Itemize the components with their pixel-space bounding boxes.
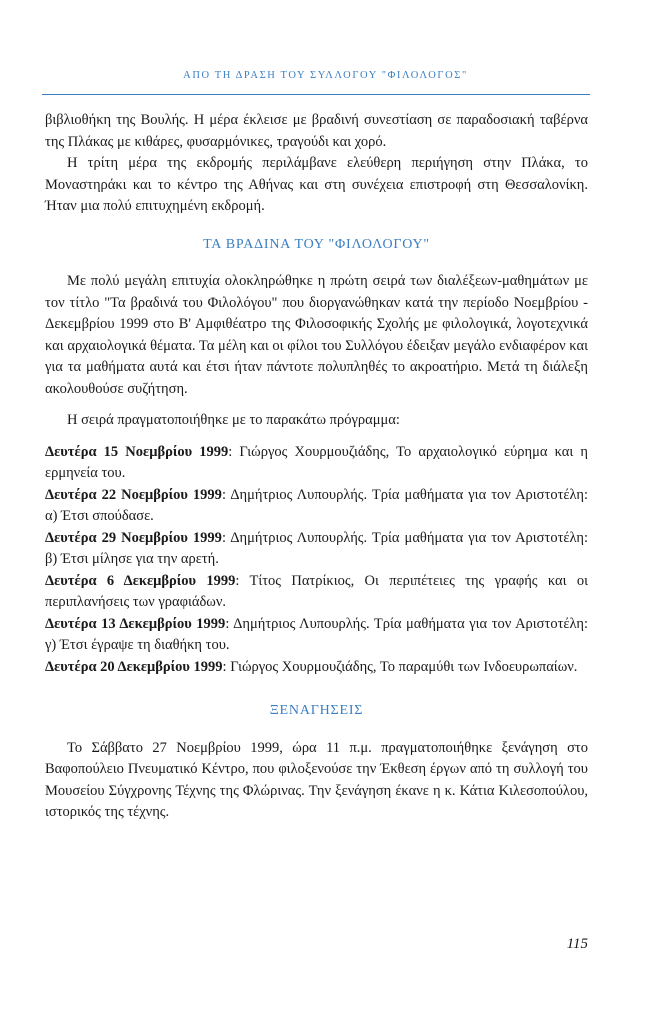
lecture-list <box>45 442 588 679</box>
lecture-text: : Τίτος Πατρίκιος, Οι περιπέτειες της γραφής και οι περιπλανήσεις των γραφιάδων. <box>45 572 588 610</box>
lecture-text: : Γιώργος Χουρμουζιάδης, Το αρχαιολογικό εύρημα και η ερμηνεία του. <box>45 443 588 481</box>
lecture-date: Δευτέρα 15 Νοεμβρίου 1999 <box>45 443 229 460</box>
header-rule <box>42 94 590 95</box>
section-heading-xenagiseis: ΞΕΝΑΓΗΣΕΙΣ <box>269 703 364 718</box>
page-body <box>45 110 588 824</box>
xenagiseis-paragraph-1: Το Σάββατο 27 Νοεμβρίου 1999, ώρα 11 π.μ. πραγματοποιήθηκε ξενάγηση στο Βαφοπούλειο Πνευματικό Κέντρο, που φιλοξενούσε την Έκθεση έργων από τη συλλογή του Μουσείου Σύγχρονης Τέχνης της Φλώρινας. Την ξενάγηση έκανε η κ. Κάτια Κιλεσοπούλου, ιστορικός της τέχνης. <box>45 739 588 820</box>
lecture-date: Δευτέρα 6 Δεκεμβρίου 1999 <box>45 572 236 589</box>
vradina-paragraph-2: Η σειρά πραγματοποιήθηκε με το παρακάτω πρόγραμμα: <box>67 412 400 428</box>
lecture-date: Δευτέρα 22 Νοεμβρίου 1999 <box>45 486 222 503</box>
section-heading-vradina: ΤΑ ΒΡΑΔΙΝΑ ΤΟΥ "ΦΙΛΟΛΟΓΟΥ" <box>203 236 430 252</box>
intro-paragraph-2: Η τρίτη μέρα της εκδρομής περιλάμβανε ελεύθερη περιήγηση στην Πλάκα, το Μοναστηράκι και το κέντρο της Αθήνας και στη συνέχεια επιστροφή στη Θεσσαλονίκη. Ήταν μια πολύ επιτυχημένη εκδρομή. <box>45 155 588 214</box>
lecture-item <box>45 528 588 571</box>
lecture-text: : Δημήτριος Λυπουρλής. Τρία μαθήματα για τον Αριστοτέλη: α) Έτσι σπούδασε. <box>45 486 588 524</box>
page-number: 115 <box>566 936 588 952</box>
intro-paragraph-1: βιβλιοθήκη της Βουλής. Η μέρα έκλεισε με βραδινή συνεστίαση σε παραδοσιακή ταβέρνα της Πλάκας με κιθάρες, φυσαρμόνικες, τραγούδι και χορό. <box>45 112 588 150</box>
lecture-text: : Δημήτριος Λυπουρλής. Τρία μαθήματα για τον Αριστοτέλη: γ) Έτσι έγραψε τη διαθήκη του. <box>45 615 589 653</box>
lecture-date: Δευτέρα 13 Δεκεμβρίου 1999 <box>45 615 226 632</box>
lecture-text: : Γιώργος Χουρμουζιάδης, Το παραμύθι των Ινδοευρωπαίων. <box>222 658 578 675</box>
running-head: ΑΠΟ ΤΗ ΔΡΑΣΗ ΤΟΥ ΣΥΛΛΟΓΟΥ "ΦΙΛΟΛΟΓΟΣ" <box>183 70 468 81</box>
lecture-item <box>45 657 588 679</box>
lecture-item <box>45 614 588 657</box>
lecture-date: Δευτέρα 29 Νοεμβρίου 1999 <box>45 529 222 546</box>
lecture-item <box>45 571 588 614</box>
lecture-text: : Δημήτριος Λυπουρλής. Τρία μαθήματα για τον Αριστοτέλη: β) Έτσι μίλησε για την αρετή. <box>45 529 588 567</box>
lecture-item <box>45 485 588 528</box>
vradina-paragraph-1: Με πολύ μεγάλη επιτυχία ολοκληρώθηκε η πρώτη σειρά των διαλέξεων-μαθημάτων με τον τίτλο "Τα βραδινά του Φιλολόγου" που διοργανώθηκαν κατά την περίοδο Νοεμβρίου - Δεκεμβρίου 1999 στο Β' Αμφιθέατρο της Φιλοσοφικής Σχολής με φιλολογικά, λογοτεχνικά και αρχαιολογικά θέματα. Τα μέλη και οι φίλοι του Συλλόγου έδειξαν μεγάλο ενδιαφέρον και για τα μαθήματα αυτά και έτσι ήταν πάντοτε πολυπληθές το ακροατήριο. Μετά τη διάλεξη ακολουθούσε συζήτηση. <box>45 273 588 397</box>
lecture-date: Δευτέρα 20 Δεκεμβρίου 1999 <box>45 658 223 675</box>
lecture-item <box>45 442 588 485</box>
